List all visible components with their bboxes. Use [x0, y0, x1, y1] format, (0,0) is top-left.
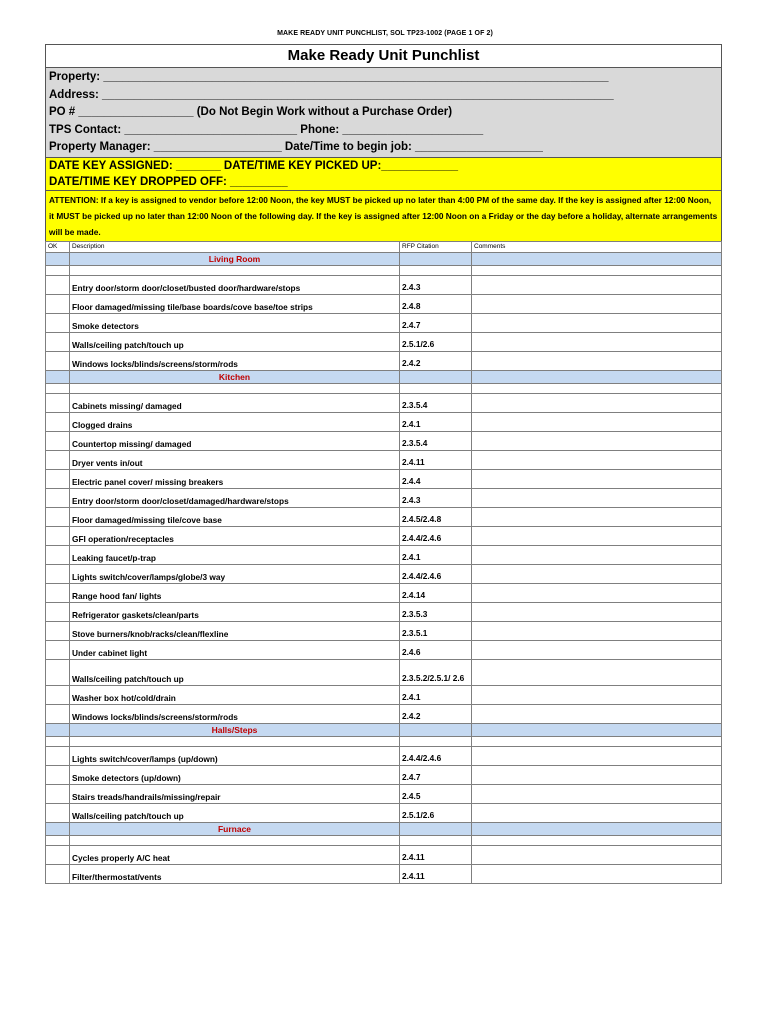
- item-description: Leaking faucet/p-trap: [70, 545, 400, 564]
- ok-checkbox-cell[interactable]: [46, 803, 70, 822]
- spacer-cell: [472, 835, 722, 845]
- section-header-row: [46, 252, 722, 265]
- section-ok-cell: [46, 252, 70, 265]
- item-description: Windows locks/blinds/screens/storm/rods: [70, 351, 400, 370]
- table-row: [46, 784, 722, 803]
- column-header-description: Description: [70, 241, 400, 252]
- item-description: Refrigerator gaskets/clean/parts: [70, 602, 400, 621]
- comments-cell[interactable]: [472, 313, 722, 332]
- spacer-cell: [400, 383, 472, 393]
- comments-cell[interactable]: [472, 450, 722, 469]
- comments-cell[interactable]: [472, 583, 722, 602]
- ok-checkbox-cell[interactable]: [46, 393, 70, 412]
- spacer-cell: [472, 265, 722, 275]
- rfp-citation: 2.4.2: [400, 351, 472, 370]
- table-row: [46, 412, 722, 431]
- item-description: Entry door/storm door/closet/busted door/hardware/stops: [70, 275, 400, 294]
- table-row: [46, 845, 722, 864]
- spacer-row: [46, 835, 722, 845]
- spacer-cell: [46, 736, 70, 746]
- column-header-rfp: RFP Citation: [400, 241, 472, 252]
- spacer-row: [46, 265, 722, 275]
- comments-cell[interactable]: [472, 746, 722, 765]
- rfp-citation: 2.4.6: [400, 640, 472, 659]
- table-row: [46, 545, 722, 564]
- ok-checkbox-cell[interactable]: [46, 313, 70, 332]
- comments-cell[interactable]: [472, 845, 722, 864]
- item-description: Lights switch/cover/lamps/globe/3 way: [70, 564, 400, 583]
- spacer-row: [46, 736, 722, 746]
- section-title: Halls/Steps: [70, 723, 400, 736]
- item-description: Lights switch/cover/lamps (up/down): [70, 746, 400, 765]
- table-row: [46, 704, 722, 723]
- comments-cell[interactable]: [472, 685, 722, 704]
- table-row: [46, 765, 722, 784]
- comments-cell[interactable]: [472, 784, 722, 803]
- rfp-citation: 2.4.7: [400, 765, 472, 784]
- ok-checkbox-cell[interactable]: [46, 526, 70, 545]
- item-description: Smoke detectors: [70, 313, 400, 332]
- table-row: [46, 803, 722, 822]
- comments-cell[interactable]: [472, 294, 722, 313]
- table-row: [46, 294, 722, 313]
- item-description: Electric panel cover/ missing breakers: [70, 469, 400, 488]
- column-header-comments: Comments: [472, 241, 722, 252]
- rfp-citation: 2.4.4: [400, 469, 472, 488]
- rfp-citation: 2.4.11: [400, 864, 472, 883]
- ok-checkbox-cell[interactable]: [46, 351, 70, 370]
- section-comments-cell: [472, 723, 722, 736]
- rfp-citation: 2.5.1/2.6: [400, 803, 472, 822]
- comments-cell[interactable]: [472, 564, 722, 583]
- table-row: [46, 526, 722, 545]
- table-row: [46, 602, 722, 621]
- rfp-citation: 2.4.3: [400, 488, 472, 507]
- ok-checkbox-cell[interactable]: [46, 583, 70, 602]
- table-header-row: [46, 241, 722, 252]
- rfp-citation: 2.4.7: [400, 313, 472, 332]
- spacer-cell: [70, 835, 400, 845]
- rfp-citation: 2.3.5.4: [400, 393, 472, 412]
- rfp-citation: 2.4.1: [400, 412, 472, 431]
- item-description: Floor damaged/missing tile/base boards/cove base/toe strips: [70, 294, 400, 313]
- attention-notice: ATTENTION: If a key is assigned to vendor before 12:00 Noon, the key MUST be picked up no later than 4:00 PM of the same day. If the key is assigned after 12:00 Noon, it MUST be picked up no later than 12:00 Noon of the following day. If the key is assigned after 12:00 Noon on a Friday or the day before a holiday, alternate arrangements will be made.: [45, 190, 722, 241]
- table-row: [46, 332, 722, 351]
- key-assigned-field[interactable]: DATE KEY ASSIGNED: _______ DATE/TIME KEY PICKED UP:____________: [49, 159, 459, 172]
- ok-checkbox-cell[interactable]: [46, 431, 70, 450]
- ok-checkbox-cell[interactable]: [46, 845, 70, 864]
- ok-checkbox-cell[interactable]: [46, 659, 70, 685]
- section-rfp-cell: [400, 723, 472, 736]
- section-rfp-cell: [400, 822, 472, 835]
- comments-cell[interactable]: [472, 431, 722, 450]
- table-row: [46, 275, 722, 294]
- section-comments-cell: [472, 822, 722, 835]
- section-comments-cell: [472, 252, 722, 265]
- item-description: Walls/ceiling patch/touch up: [70, 659, 400, 685]
- section-header-row: [46, 370, 722, 383]
- comments-cell[interactable]: [472, 332, 722, 351]
- rfp-citation: 2.4.5: [400, 784, 472, 803]
- comments-cell[interactable]: [472, 488, 722, 507]
- spacer-cell: [46, 835, 70, 845]
- section-title: Furnace: [70, 822, 400, 835]
- table-row: [46, 685, 722, 704]
- rfp-citation: 2.5.1/2.6: [400, 332, 472, 351]
- rfp-citation: 2.4.4/2.4.6: [400, 564, 472, 583]
- spacer-cell: [400, 736, 472, 746]
- comments-cell[interactable]: [472, 765, 722, 784]
- rfp-citation: 2.4.14: [400, 583, 472, 602]
- spacer-cell: [70, 265, 400, 275]
- comments-cell[interactable]: [472, 602, 722, 621]
- ok-checkbox-cell[interactable]: [46, 469, 70, 488]
- rfp-citation: 2.4.1: [400, 545, 472, 564]
- property-info-block: [45, 67, 722, 157]
- section-ok-cell: [46, 370, 70, 383]
- table-row: [46, 507, 722, 526]
- item-description: Smoke detectors (up/down): [70, 765, 400, 784]
- ok-checkbox-cell[interactable]: [46, 564, 70, 583]
- spacer-cell: [472, 383, 722, 393]
- section-header-row: [46, 723, 722, 736]
- item-description: Cycles properly A/C heat: [70, 845, 400, 864]
- ok-checkbox-cell[interactable]: [46, 864, 70, 883]
- property-manager-field[interactable]: Property Manager: ____________________ Date/Time to begin job: ____________________: [49, 141, 543, 153]
- item-description: Stairs treads/handrails/missing/repair: [70, 784, 400, 803]
- key-dropped-off-field[interactable]: DATE/TIME KEY DROPPED OFF: _________: [49, 175, 288, 188]
- spacer-cell: [70, 736, 400, 746]
- rfp-citation: 2.4.11: [400, 450, 472, 469]
- table-row: [46, 564, 722, 583]
- item-description: Filter/thermostat/vents: [70, 864, 400, 883]
- comments-cell[interactable]: [472, 507, 722, 526]
- punchlist-form: [45, 44, 722, 884]
- rfp-citation: 2.4.5/2.4.8: [400, 507, 472, 526]
- comments-cell[interactable]: [472, 545, 722, 564]
- ok-checkbox-cell[interactable]: [46, 275, 70, 294]
- rfp-citation: 2.4.4/2.4.6: [400, 746, 472, 765]
- tps-contact-field[interactable]: TPS Contact: ___________________________ Phone: ______________________: [49, 123, 484, 136]
- comments-cell[interactable]: [472, 469, 722, 488]
- spacer-cell: [46, 265, 70, 275]
- comments-cell[interactable]: [472, 659, 722, 685]
- table-row: [46, 746, 722, 765]
- table-row: [46, 864, 722, 883]
- comments-cell[interactable]: [472, 640, 722, 659]
- spacer-cell: [400, 835, 472, 845]
- table-row: [46, 659, 722, 685]
- section-rfp-cell: [400, 252, 472, 265]
- comments-cell[interactable]: [472, 704, 722, 723]
- item-description: Windows locks/blinds/screens/storm/rods: [70, 704, 400, 723]
- table-row: [46, 469, 722, 488]
- section-title: Kitchen: [70, 370, 400, 383]
- rfp-citation: 2.4.8: [400, 294, 472, 313]
- comments-cell[interactable]: [472, 412, 722, 431]
- ok-checkbox-cell[interactable]: [46, 685, 70, 704]
- rfp-citation: 2.4.1: [400, 685, 472, 704]
- rfp-citation: 2.4.4/2.4.6: [400, 526, 472, 545]
- rfp-citation: 2.3.5.2/2.5.1/ 2.6: [400, 659, 472, 685]
- item-description: Walls/ceiling patch/touch up: [70, 332, 400, 351]
- comments-cell[interactable]: [472, 351, 722, 370]
- property-field[interactable]: Property: _______________________________________________________________________________: [49, 71, 609, 83]
- table-row: [46, 640, 722, 659]
- table-row: [46, 313, 722, 332]
- comments-cell[interactable]: [472, 864, 722, 883]
- item-description: Range hood fan/ lights: [70, 583, 400, 602]
- ok-checkbox-cell[interactable]: [46, 621, 70, 640]
- rfp-citation: 2.3.5.4: [400, 431, 472, 450]
- ok-checkbox-cell[interactable]: [46, 450, 70, 469]
- address-field[interactable]: Address: ________________________________________________________________________________: [49, 88, 614, 101]
- table-row: [46, 621, 722, 640]
- section-rfp-cell: [400, 370, 472, 383]
- item-description: Dryer vents in/out: [70, 450, 400, 469]
- rfp-citation: 2.4.2: [400, 704, 472, 723]
- spacer-row: [46, 383, 722, 393]
- key-info-block: [45, 157, 722, 190]
- table-row: [46, 351, 722, 370]
- item-description: Countertop missing/ damaged: [70, 431, 400, 450]
- table-row: [46, 431, 722, 450]
- spacer-cell: [46, 383, 70, 393]
- comments-cell[interactable]: [472, 526, 722, 545]
- section-title: Living Room: [70, 252, 400, 265]
- item-description: Walls/ceiling patch/touch up: [70, 803, 400, 822]
- item-description: Entry door/storm door/closet/damaged/hardware/stops: [70, 488, 400, 507]
- item-description: Cabinets missing/ damaged: [70, 393, 400, 412]
- rfp-citation: 2.4.11: [400, 845, 472, 864]
- section-ok-cell: [46, 723, 70, 736]
- item-description: GFI operation/receptacles: [70, 526, 400, 545]
- rfp-citation: 2.3.5.3: [400, 602, 472, 621]
- column-header-ok: OK: [46, 241, 70, 252]
- ok-checkbox-cell[interactable]: [46, 332, 70, 351]
- rfp-citation: 2.4.3: [400, 275, 472, 294]
- item-description: Floor damaged/missing tile/cove base: [70, 507, 400, 526]
- item-description: Stove burners/knob/racks/clean/flexline: [70, 621, 400, 640]
- ok-checkbox-cell[interactable]: [46, 746, 70, 765]
- comments-cell[interactable]: [472, 275, 722, 294]
- ok-checkbox-cell[interactable]: [46, 602, 70, 621]
- rfp-citation: 2.3.5.1: [400, 621, 472, 640]
- ok-checkbox-cell[interactable]: [46, 545, 70, 564]
- section-header-row: [46, 822, 722, 835]
- item-description: Under cabinet light: [70, 640, 400, 659]
- ok-checkbox-cell[interactable]: [46, 704, 70, 723]
- section-comments-cell: [472, 370, 722, 383]
- spacer-cell: [400, 265, 472, 275]
- po-number-field[interactable]: PO # __________________ (Do Not Begin Work without a Purchase Order): [49, 106, 453, 118]
- table-row: [46, 393, 722, 412]
- ok-checkbox-cell[interactable]: [46, 294, 70, 313]
- ok-checkbox-cell[interactable]: [46, 412, 70, 431]
- table-row: [46, 583, 722, 602]
- ok-checkbox-cell[interactable]: [46, 784, 70, 803]
- item-description: Washer box hot/cold/drain: [70, 685, 400, 704]
- table-row: [46, 450, 722, 469]
- page-header: MAKE READY UNIT PUNCHLIST, SOL TP23-1002 (PAGE 1 OF 2): [277, 30, 493, 37]
- spacer-cell: [70, 383, 400, 393]
- item-description: Clogged drains: [70, 412, 400, 431]
- comments-cell[interactable]: [472, 803, 722, 822]
- comments-cell[interactable]: [472, 393, 722, 412]
- ok-checkbox-cell[interactable]: [46, 765, 70, 784]
- form-title: Make Ready Unit Punchlist: [45, 44, 722, 67]
- comments-cell[interactable]: [472, 621, 722, 640]
- punchlist-table: [45, 241, 722, 884]
- section-ok-cell: [46, 822, 70, 835]
- spacer-cell: [472, 736, 722, 746]
- table-row: [46, 488, 722, 507]
- ok-checkbox-cell[interactable]: [46, 640, 70, 659]
- ok-checkbox-cell[interactable]: [46, 488, 70, 507]
- ok-checkbox-cell[interactable]: [46, 507, 70, 526]
